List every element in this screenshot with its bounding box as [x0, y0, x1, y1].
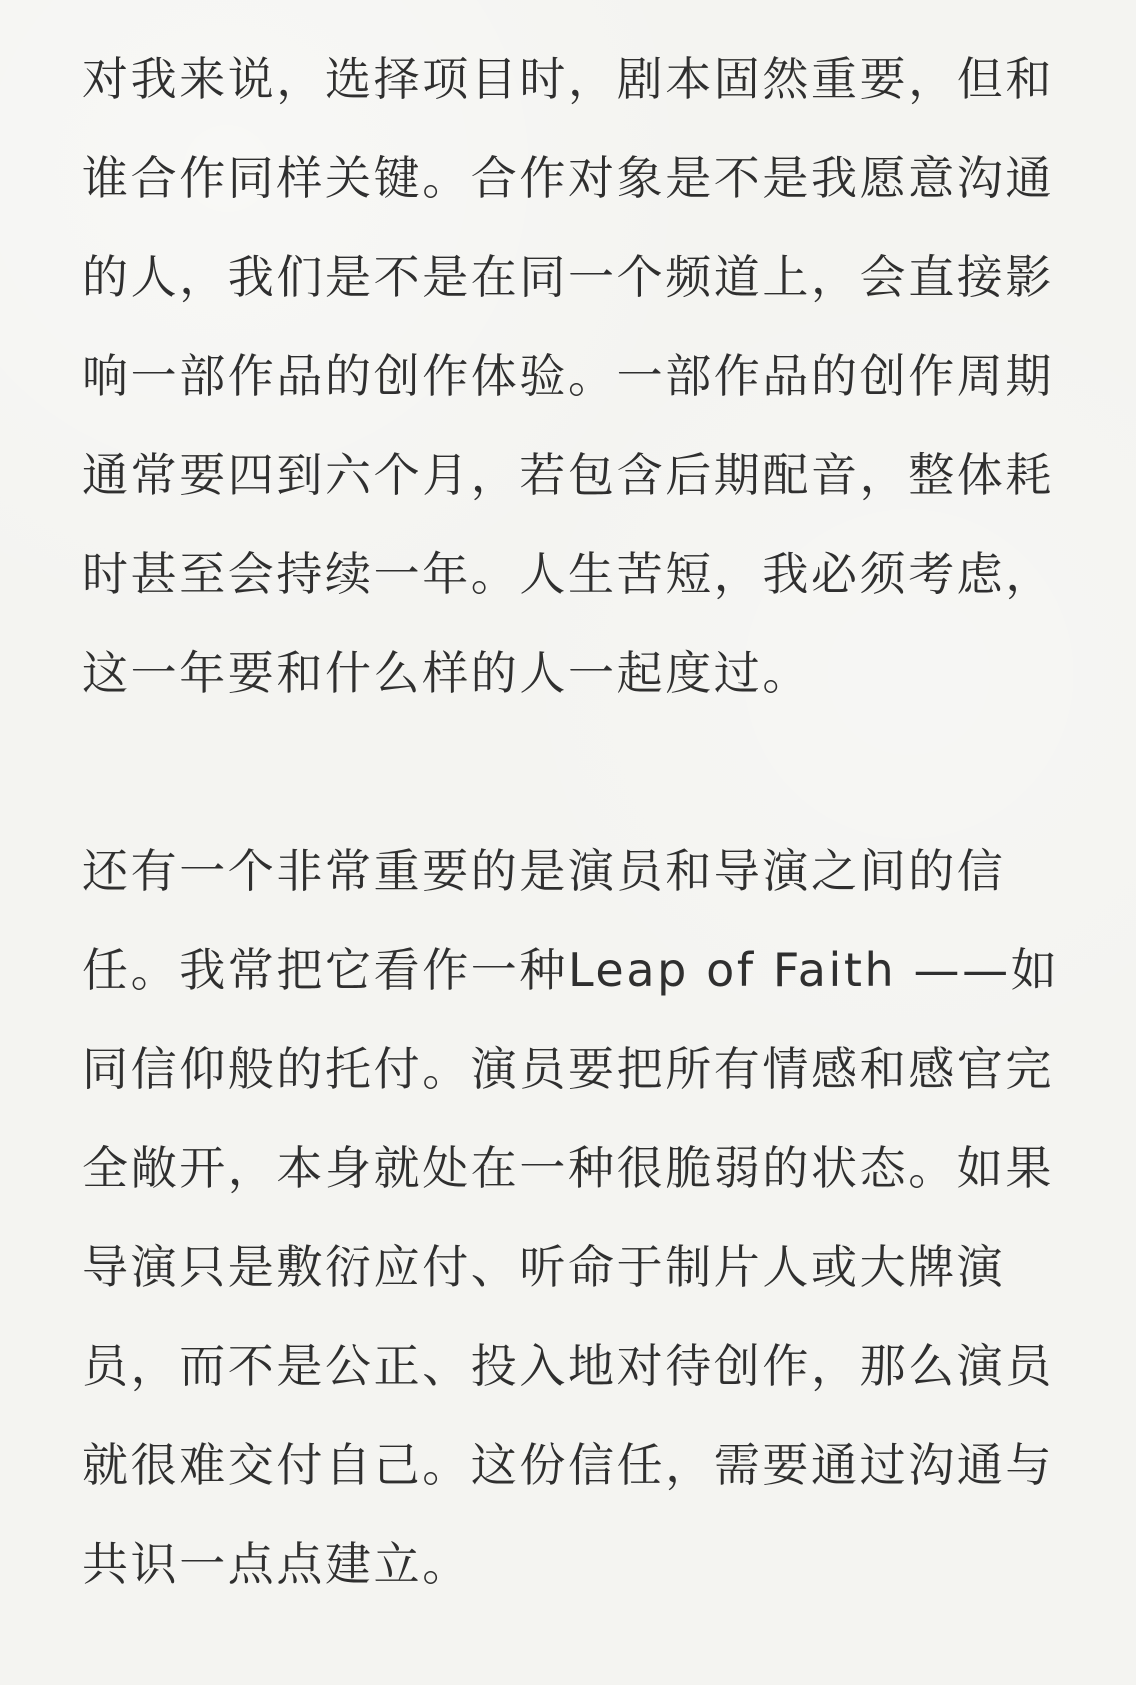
text-line: 谁合作同样关键。合作对象是不是我愿意沟通: [82, 151, 1054, 205]
paragraph-2: [82, 822, 1060, 1614]
text-line: 还有一个非常重要的是演员和导演之间的信: [82, 844, 1006, 898]
paragraph-1: [82, 30, 1054, 723]
text-line: 任。我常把它看作一种Leap of Faith ——如: [82, 943, 1060, 997]
text-line: 响一部作品的创作体验。一部作品的创作周期: [82, 349, 1054, 403]
text-line: 全敞开，本身就处在一种很脆弱的状态。如果: [82, 1141, 1054, 1195]
text-line: 就很难交付自己。这份信任，需要通过沟通与: [82, 1438, 1054, 1492]
text-line: 对我来说，选择项目时，剧本固然重要，但和: [82, 52, 1054, 106]
text-line: 员，而不是公正、投入地对待创作，那么演员: [82, 1339, 1054, 1393]
text-line: 同信仰般的托付。演员要把所有情感和感官完: [82, 1042, 1054, 1096]
text-line: 的人，我们是不是在同一个频道上，会直接影: [82, 250, 1054, 304]
text-line: 时甚至会持续一年。人生苦短，我必须考虑，: [82, 547, 1054, 601]
text-line: 导演只是敷衍应付、听命于制片人或大牌演: [82, 1240, 1006, 1294]
text-line: 共识一点点建立。: [82, 1537, 471, 1591]
paragraph-gap: [82, 723, 1136, 822]
text-line: 这一年要和什么样的人一起度过。: [82, 646, 811, 700]
text-line: 通常要四到六个月，若包含后期配音，整体耗: [82, 448, 1054, 502]
